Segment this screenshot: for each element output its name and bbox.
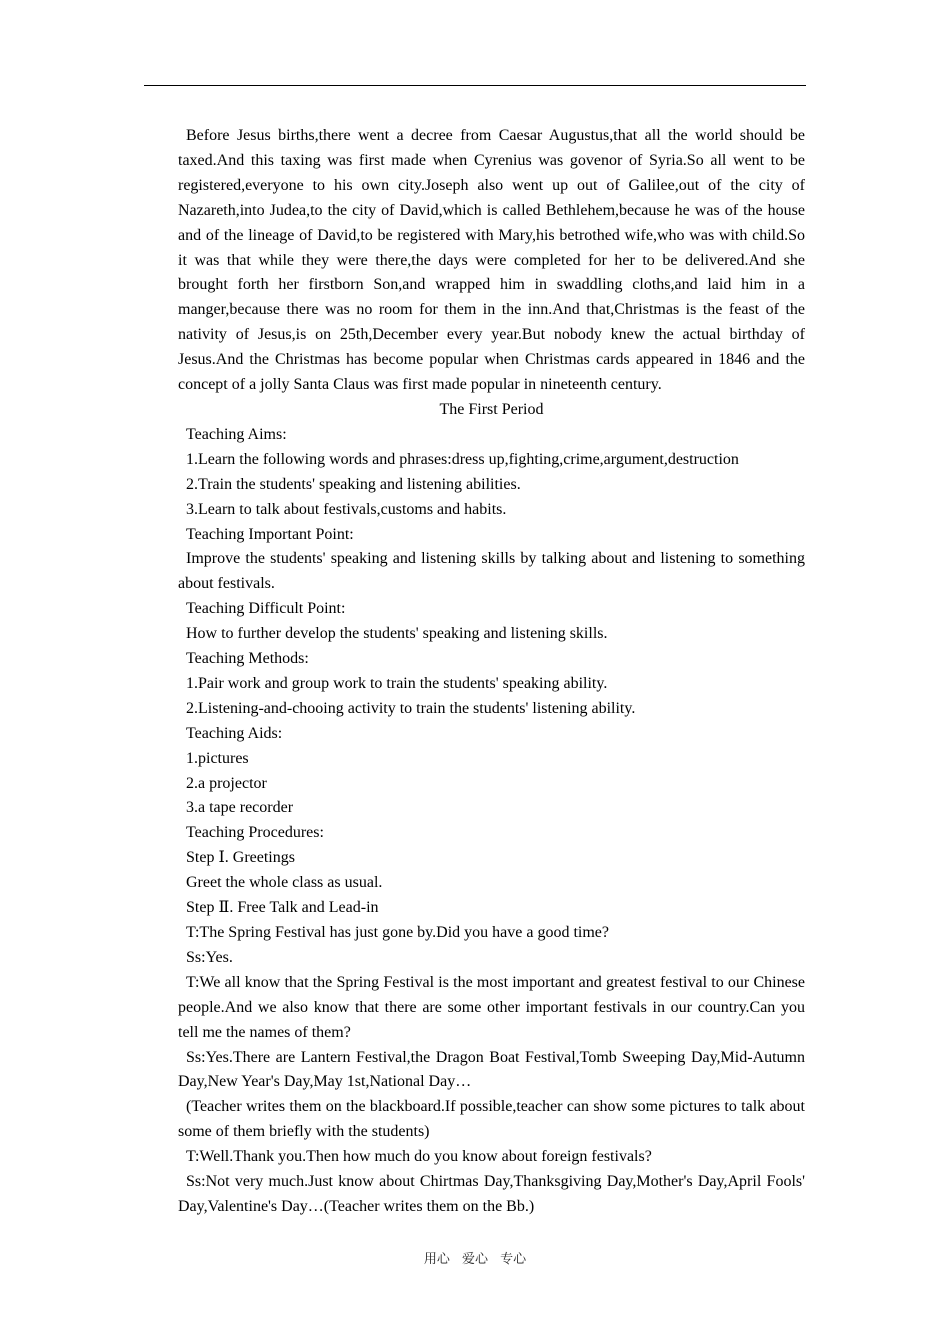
paragraph: Ss:Yes. [186, 948, 233, 966]
paragraph: 3.a tape recorder [186, 799, 294, 817]
paragraph: Greet the whole class as usual. [186, 874, 383, 892]
paragraph: T:The Spring Festival has just gone by.Did you have a good time? [186, 924, 609, 941]
paragraph: Before Jesus births,there went a decree from Caesar Augustus,that all the world should be taxed.And this taxing was first made when Cyrenius was govenor of Syria.So all went to be registered,everyone to his own city.Joseph also went up out of Galilee,out of the city of Nazareth,into Judea,to the city of David,which is called Bethlehem,because he was of the house and of the lineage of David,to be registered with Mary,his betrothed wife,who was with child.So it was that while they were there,the days were completed for her to be delivered.And she brought forth her firstborn Son,and wrapped him in swaddling cloths,and laid him in a manger,because there was no room for them in the inn.And that,Christmas is the feast of the nativity of Jesus,is on 25th,December every year.But nobody knew the actual birthday of Jesus.And the Christmas has become popular when Christmas cards appeared in 1846 and the concept of a jolly Santa Claus was first made popular in nineteenth century. [178, 127, 805, 394]
paragraph: 2.Listening-and-chooing activity to train the students' listening ability. [186, 699, 636, 717]
paragraph: Teaching Procedures: [186, 824, 324, 842]
paragraph: Teaching Aids: [186, 724, 283, 742]
paragraph: T:Well.Thank you.Then how much do you know about foreign festivals? [186, 1148, 652, 1166]
page-footer: 用心 爱心 专心 [423, 1252, 527, 1267]
paragraph: 1.Pair work and group work to train the students' speaking ability. [186, 674, 608, 692]
paragraph: How to further develop the students' speaking and listening skills. [186, 625, 608, 643]
paragraph: Teaching Difficult Point: [186, 600, 346, 618]
paragraph: Improve the students' speaking and listening skills by talking about and listening to something about festivals. [178, 550, 805, 593]
paragraph: (Teacher writes them on the blackboard.If possible,teacher can show some pictures to talk about some of them briefly with the students) [178, 1098, 805, 1141]
paragraph: 2.a projector [186, 774, 267, 792]
paragraph: Step Ⅱ. Free Talk and Lead-in [186, 899, 379, 917]
paragraph: 3.Learn to talk about festivals,customs and habits. [186, 500, 507, 518]
section-heading: The First Period [439, 400, 544, 418]
paragraph: 1.pictures [186, 749, 249, 767]
paragraph: Ss:Not very much.Just know about Chirtmas Day,Thanksgiving Day,Mother's Day,April Fools' Day,Valentine's Day…(Teacher writes them on the Bb.) [178, 1173, 805, 1215]
paragraph: Teaching Methods: [186, 650, 309, 668]
document-body [178, 124, 805, 1220]
paragraph: Step Ⅰ. Greetings [186, 849, 295, 867]
paragraph: T:We all know that the Spring Festival is the most important and greatest festival to our Chinese people.And we also know that there are some other important festivals in our country.Can you tell me the names of them? [178, 973, 805, 1041]
paragraph: Teaching Aims: [186, 425, 287, 443]
paragraph: Teaching Important Point: [186, 525, 354, 543]
paragraph: Ss:Yes.There are Lantern Festival,the Dragon Boat Festival,Tomb Sweeping Day,Mid-Autumn Day,New Year's Day,May 1st,National Day… [178, 1048, 805, 1091]
paragraph: 2.Train the students' speaking and listening abilities. [186, 475, 521, 493]
paragraph: 1.Learn the following words and phrases:dress up,fighting,crime,argument,destruction [186, 450, 739, 468]
header-rule [144, 85, 806, 86]
